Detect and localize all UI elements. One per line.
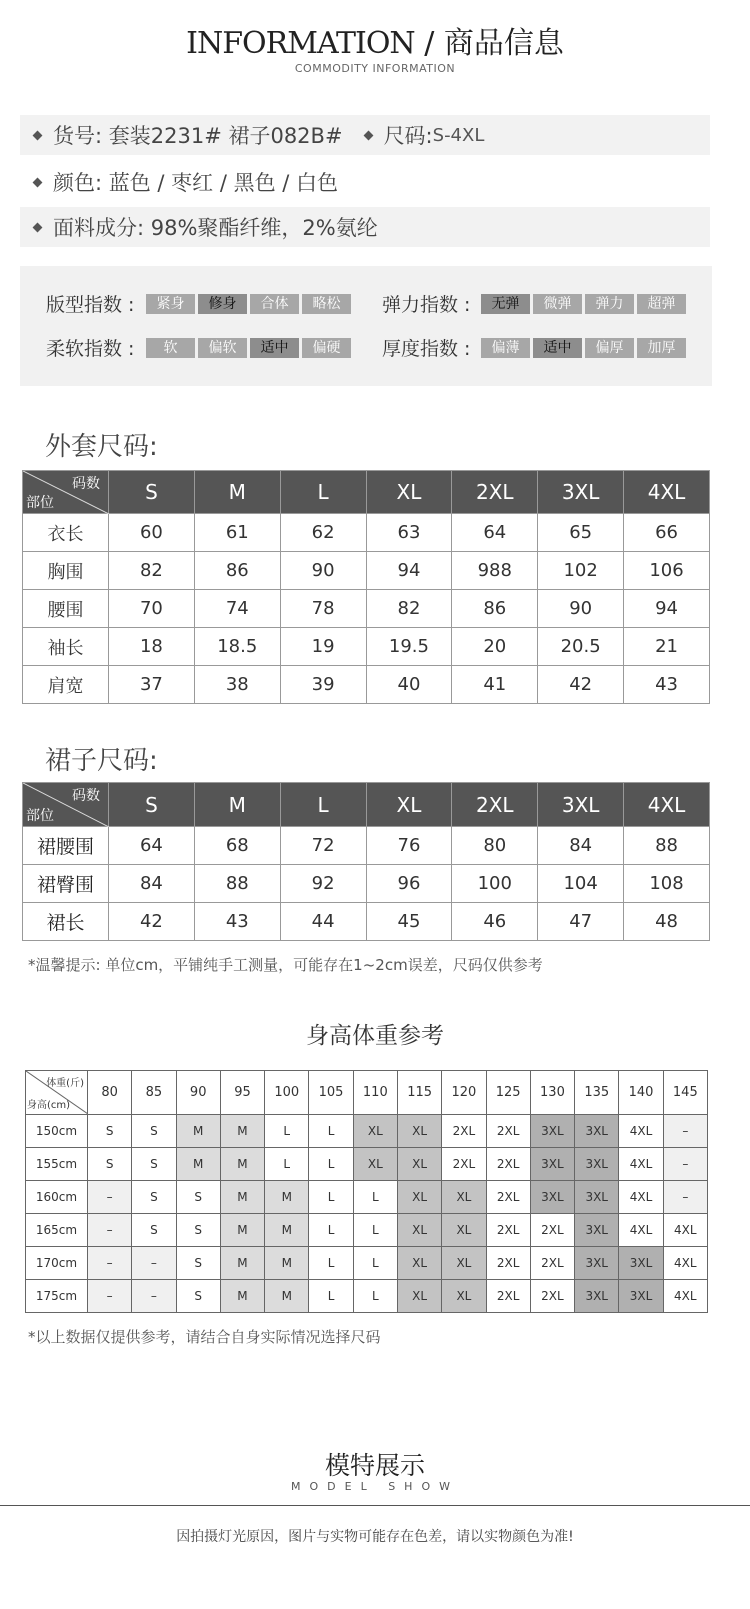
recommended-size-cell: 2XL bbox=[486, 1280, 530, 1313]
size-value-cell: 84 bbox=[538, 827, 624, 865]
color-options: 颜色: 蓝色 / 枣红 / 黑色 / 白色 bbox=[53, 171, 339, 195]
height-label: 170cm bbox=[26, 1247, 88, 1280]
chip-elastic-1: 微弹 bbox=[533, 294, 582, 314]
size-value-cell: 84 bbox=[109, 865, 195, 903]
recommended-size-cell: L bbox=[353, 1280, 397, 1313]
size-header: 3XL bbox=[538, 783, 624, 827]
recommended-size-cell: 4XL bbox=[663, 1247, 707, 1280]
chip-thickness-1: 适中 bbox=[533, 338, 582, 358]
recommended-size-cell: M bbox=[220, 1115, 264, 1148]
corner-part-label: 部位 bbox=[26, 495, 54, 511]
reference-corner-cell bbox=[26, 1071, 88, 1115]
recommended-size-cell: XL bbox=[397, 1181, 441, 1214]
weight-header: 110 bbox=[353, 1071, 397, 1115]
size-value-cell: 94 bbox=[366, 552, 452, 590]
part-label: 腰围 bbox=[23, 590, 109, 628]
size-value-cell: 76 bbox=[366, 827, 452, 865]
chip-soft-2: 适中 bbox=[250, 338, 299, 358]
size-value-cell: 60 bbox=[109, 514, 195, 552]
recommended-size-cell: S bbox=[176, 1247, 220, 1280]
recommended-size-cell: 3XL bbox=[619, 1247, 663, 1280]
height-label: 160cm bbox=[26, 1181, 88, 1214]
reference-note: *以上数据仅提供参考，请结合自身实际情况选择尺码 bbox=[28, 1328, 381, 1346]
recommended-size-cell: 3XL bbox=[619, 1280, 663, 1313]
chip-elastic-3: 超弹 bbox=[637, 294, 686, 314]
recommended-size-cell: M bbox=[265, 1247, 309, 1280]
table-row bbox=[23, 666, 710, 704]
recommended-size-cell: XL bbox=[397, 1148, 441, 1181]
corner-part-label: 部位 bbox=[26, 808, 54, 824]
recommended-size-cell: XL bbox=[442, 1280, 486, 1313]
recommended-size-cell: – bbox=[88, 1214, 132, 1247]
size-header: XL bbox=[366, 783, 452, 827]
recommended-size-cell: 3XL bbox=[575, 1181, 619, 1214]
recommended-size-cell: 3XL bbox=[575, 1148, 619, 1181]
size-value-cell: 90 bbox=[538, 590, 624, 628]
size-value-cell: 82 bbox=[366, 590, 452, 628]
size-value-cell: 94 bbox=[624, 590, 710, 628]
size-value-cell: 42 bbox=[538, 666, 624, 704]
size-value-cell: 43 bbox=[194, 903, 280, 941]
table-row bbox=[23, 903, 710, 941]
recommended-size-cell: 3XL bbox=[530, 1181, 574, 1214]
size-value-cell: 48 bbox=[624, 903, 710, 941]
size-value-cell: 47 bbox=[538, 903, 624, 941]
recommended-size-cell: 3XL bbox=[575, 1247, 619, 1280]
recommended-size-cell: 2XL bbox=[486, 1214, 530, 1247]
table-row bbox=[26, 1214, 708, 1247]
chip-fit-0: 紧身 bbox=[146, 294, 195, 314]
size-value-cell: 64 bbox=[452, 514, 538, 552]
size-value-cell: 19.5 bbox=[366, 628, 452, 666]
coat-size-heading: 外套尺码: bbox=[45, 432, 158, 462]
recommended-size-cell: XL bbox=[397, 1280, 441, 1313]
recommended-size-cell: 2XL bbox=[530, 1280, 574, 1313]
size-range: S-4XL bbox=[432, 124, 485, 146]
size-value-cell: 63 bbox=[366, 514, 452, 552]
size-value-cell: 88 bbox=[194, 865, 280, 903]
item-number-row bbox=[20, 115, 710, 155]
weight-axis-label: 体重(斤) bbox=[46, 1078, 84, 1089]
recommended-size-cell: XL bbox=[442, 1214, 486, 1247]
recommended-size-cell: 4XL bbox=[619, 1181, 663, 1214]
recommended-size-cell: – bbox=[132, 1280, 176, 1313]
size-value-cell: 100 bbox=[452, 865, 538, 903]
recommended-size-cell: L bbox=[353, 1214, 397, 1247]
recommended-size-cell: XL bbox=[397, 1214, 441, 1247]
recommended-size-cell: S bbox=[88, 1148, 132, 1181]
size-value-cell: 62 bbox=[280, 514, 366, 552]
size-value-cell: 108 bbox=[624, 865, 710, 903]
recommended-size-cell: – bbox=[663, 1115, 707, 1148]
chip-elastic-0: 无弹 bbox=[481, 294, 530, 314]
size-header: S bbox=[109, 471, 195, 514]
size-value-cell: 38 bbox=[194, 666, 280, 704]
chip-elastic-2: 弹力 bbox=[585, 294, 634, 314]
size-value-cell: 21 bbox=[624, 628, 710, 666]
fit-index-chips bbox=[146, 294, 351, 314]
table-row bbox=[26, 1280, 708, 1313]
weight-header: 140 bbox=[619, 1071, 663, 1115]
size-header: L bbox=[280, 471, 366, 514]
recommended-size-cell: 3XL bbox=[530, 1148, 574, 1181]
size-value-cell: 72 bbox=[280, 827, 366, 865]
soft-index-chips bbox=[146, 338, 351, 358]
part-label: 裙长 bbox=[23, 903, 109, 941]
recommended-size-cell: L bbox=[309, 1115, 353, 1148]
part-label: 衣长 bbox=[23, 514, 109, 552]
size-value-cell: 64 bbox=[109, 827, 195, 865]
recommended-size-cell: M bbox=[265, 1181, 309, 1214]
page-subtitle: COMMODITY INFORMATION bbox=[294, 62, 456, 75]
coat-header-row bbox=[23, 471, 710, 514]
recommended-size-cell: S bbox=[88, 1115, 132, 1148]
recommended-size-cell: – bbox=[663, 1148, 707, 1181]
size-value-cell: 70 bbox=[109, 590, 195, 628]
size-value-cell: 86 bbox=[452, 590, 538, 628]
diamond-bullet-icon bbox=[33, 222, 43, 232]
recommended-size-cell: L bbox=[265, 1115, 309, 1148]
size-value-cell: 61 bbox=[194, 514, 280, 552]
size-value-cell: 20.5 bbox=[538, 628, 624, 666]
table-row bbox=[26, 1247, 708, 1280]
recommended-size-cell: M bbox=[220, 1280, 264, 1313]
skirt-size-table bbox=[22, 782, 710, 941]
height-label: 165cm bbox=[26, 1214, 88, 1247]
table-row bbox=[23, 514, 710, 552]
chip-soft-3: 偏硬 bbox=[302, 338, 351, 358]
height-weight-table bbox=[25, 1070, 708, 1313]
size-value-cell: 19 bbox=[280, 628, 366, 666]
size-value-cell: 66 bbox=[624, 514, 710, 552]
size-header: XL bbox=[366, 471, 452, 514]
recommended-size-cell: S bbox=[132, 1115, 176, 1148]
recommended-size-cell: 4XL bbox=[619, 1214, 663, 1247]
size-value-cell: 90 bbox=[280, 552, 366, 590]
weight-header: 125 bbox=[486, 1071, 530, 1115]
title-chinese: / 商品信息 bbox=[414, 26, 564, 61]
skirt-corner-cell bbox=[23, 783, 109, 827]
page-title bbox=[0, 18, 750, 62]
recommended-size-cell: S bbox=[132, 1181, 176, 1214]
recommended-size-cell: M bbox=[265, 1280, 309, 1313]
weight-header-row bbox=[26, 1071, 708, 1115]
size-value-cell: 65 bbox=[538, 514, 624, 552]
size-value-cell: 102 bbox=[538, 552, 624, 590]
size-header: M bbox=[194, 783, 280, 827]
recommended-size-cell: 2XL bbox=[442, 1148, 486, 1181]
recommended-size-cell: XL bbox=[397, 1115, 441, 1148]
recommended-size-cell: S bbox=[176, 1181, 220, 1214]
recommended-size-cell: – bbox=[88, 1247, 132, 1280]
size-header: 2XL bbox=[452, 783, 538, 827]
recommended-size-cell: 4XL bbox=[663, 1280, 707, 1313]
size-value-cell: 44 bbox=[280, 903, 366, 941]
recommended-size-cell: L bbox=[353, 1247, 397, 1280]
fabric-composition: 面料成分: 98%聚酯纤维，2%氨纶 bbox=[53, 216, 378, 240]
coat-corner-cell bbox=[23, 471, 109, 514]
chip-thickness-0: 偏薄 bbox=[481, 338, 530, 358]
model-show-title: 模特展示 bbox=[324, 1451, 425, 1480]
weight-header: 95 bbox=[220, 1071, 264, 1115]
size-value-cell: 18 bbox=[109, 628, 195, 666]
diamond-bullet-icon bbox=[33, 177, 43, 187]
chip-thickness-3: 加厚 bbox=[637, 338, 686, 358]
recommended-size-cell: M bbox=[220, 1247, 264, 1280]
skirt-size-heading: 裙子尺码: bbox=[45, 746, 158, 776]
size-value-cell: 42 bbox=[109, 903, 195, 941]
part-label: 裙臀围 bbox=[23, 865, 109, 903]
elastic-index-chips bbox=[481, 294, 686, 314]
table-row bbox=[26, 1181, 708, 1214]
recommended-size-cell: 3XL bbox=[575, 1214, 619, 1247]
height-label: 155cm bbox=[26, 1148, 88, 1181]
height-label: 175cm bbox=[26, 1280, 88, 1313]
weight-header: 130 bbox=[530, 1071, 574, 1115]
table-row bbox=[23, 628, 710, 666]
recommended-size-cell: 2XL bbox=[442, 1115, 486, 1148]
recommended-size-cell: 3XL bbox=[575, 1280, 619, 1313]
table-row bbox=[23, 552, 710, 590]
recommended-size-cell: S bbox=[132, 1148, 176, 1181]
size-value-cell: 39 bbox=[280, 666, 366, 704]
soft-index-label: 柔软指数 : bbox=[46, 338, 135, 360]
size-value-cell: 68 bbox=[194, 827, 280, 865]
size-header: 2XL bbox=[452, 471, 538, 514]
recommended-size-cell: S bbox=[176, 1214, 220, 1247]
model-show-subtitle: MODEL SHOW bbox=[291, 1480, 459, 1493]
size-value-cell: 96 bbox=[366, 865, 452, 903]
height-axis-label: 身高(cm) bbox=[27, 1100, 71, 1111]
size-value-cell: 78 bbox=[280, 590, 366, 628]
size-header: M bbox=[194, 471, 280, 514]
color-row bbox=[20, 162, 710, 202]
recommended-size-cell: 2XL bbox=[530, 1214, 574, 1247]
size-value-cell: 20 bbox=[452, 628, 538, 666]
size-value-cell: 988 bbox=[452, 552, 538, 590]
recommended-size-cell: – bbox=[88, 1280, 132, 1313]
weight-header: 145 bbox=[663, 1071, 707, 1115]
color-disclaimer: 因拍摄灯光原因，图片与实物可能存在色差，请以实物颜色为准! bbox=[176, 1529, 574, 1545]
fabric-row bbox=[20, 207, 710, 247]
recommended-size-cell: XL bbox=[353, 1115, 397, 1148]
recommended-size-cell: L bbox=[309, 1247, 353, 1280]
weight-header: 105 bbox=[309, 1071, 353, 1115]
diamond-bullet-icon bbox=[363, 130, 373, 140]
recommended-size-cell: M bbox=[220, 1148, 264, 1181]
size-value-cell: 74 bbox=[194, 590, 280, 628]
recommended-size-cell: 2XL bbox=[486, 1181, 530, 1214]
reference-title: 身高体重参考 bbox=[306, 1023, 444, 1049]
recommended-size-cell: 2XL bbox=[486, 1247, 530, 1280]
size-value-cell: 41 bbox=[452, 666, 538, 704]
recommended-size-cell: M bbox=[220, 1214, 264, 1247]
recommended-size-cell: L bbox=[309, 1148, 353, 1181]
table-row bbox=[23, 865, 710, 903]
recommended-size-cell: L bbox=[353, 1181, 397, 1214]
elastic-index-label: 弹力指数 : bbox=[382, 294, 471, 316]
recommended-size-cell: 2XL bbox=[486, 1115, 530, 1148]
thickness-index-chips bbox=[481, 338, 686, 358]
recommended-size-cell: – bbox=[88, 1181, 132, 1214]
size-value-cell: 86 bbox=[194, 552, 280, 590]
recommended-size-cell: L bbox=[265, 1148, 309, 1181]
divider bbox=[0, 1505, 750, 1506]
thickness-index-label: 厚度指数 : bbox=[382, 338, 471, 360]
chip-fit-1: 修身 bbox=[198, 294, 247, 314]
recommended-size-cell: 2XL bbox=[486, 1148, 530, 1181]
recommended-size-cell: M bbox=[176, 1148, 220, 1181]
item-number: 货号: 套装2231# 裙子082B# bbox=[53, 124, 343, 148]
weight-header: 135 bbox=[575, 1071, 619, 1115]
weight-header: 80 bbox=[88, 1071, 132, 1115]
chip-fit-2: 合体 bbox=[250, 294, 299, 314]
size-header: 4XL bbox=[624, 783, 710, 827]
size-header: L bbox=[280, 783, 366, 827]
weight-header: 120 bbox=[442, 1071, 486, 1115]
corner-size-label: 码数 bbox=[72, 788, 100, 804]
size-header: S bbox=[109, 783, 195, 827]
size-value-cell: 40 bbox=[366, 666, 452, 704]
recommended-size-cell: 3XL bbox=[530, 1115, 574, 1148]
size-value-cell: 92 bbox=[280, 865, 366, 903]
size-value-cell: 46 bbox=[452, 903, 538, 941]
fabric-index-panel bbox=[20, 266, 712, 386]
recommended-size-cell: 3XL bbox=[575, 1115, 619, 1148]
chip-fit-3: 略松 bbox=[302, 294, 351, 314]
part-label: 裙腰围 bbox=[23, 827, 109, 865]
size-value-cell: 18.5 bbox=[194, 628, 280, 666]
recommended-size-cell: M bbox=[265, 1214, 309, 1247]
size-value-cell: 88 bbox=[624, 827, 710, 865]
recommended-size-cell: 2XL bbox=[530, 1247, 574, 1280]
size-header: 3XL bbox=[538, 471, 624, 514]
height-label: 150cm bbox=[26, 1115, 88, 1148]
recommended-size-cell: – bbox=[663, 1181, 707, 1214]
recommended-size-cell: 4XL bbox=[619, 1115, 663, 1148]
table-row bbox=[23, 827, 710, 865]
size-value-cell: 37 bbox=[109, 666, 195, 704]
recommended-size-cell: L bbox=[309, 1214, 353, 1247]
size-value-cell: 82 bbox=[109, 552, 195, 590]
corner-size-label: 码数 bbox=[72, 476, 100, 492]
size-value-cell: 104 bbox=[538, 865, 624, 903]
fit-index-label: 版型指数 : bbox=[46, 294, 135, 316]
recommended-size-cell: S bbox=[176, 1280, 220, 1313]
weight-header: 85 bbox=[132, 1071, 176, 1115]
size-label: 尺码: bbox=[383, 124, 433, 148]
recommended-size-cell: L bbox=[309, 1181, 353, 1214]
recommended-size-cell: M bbox=[176, 1115, 220, 1148]
recommended-size-cell: 4XL bbox=[663, 1214, 707, 1247]
chip-soft-0: 软 bbox=[146, 338, 195, 358]
chip-soft-1: 偏软 bbox=[198, 338, 247, 358]
part-label: 袖长 bbox=[23, 628, 109, 666]
size-value-cell: 106 bbox=[624, 552, 710, 590]
size-header: 4XL bbox=[624, 471, 710, 514]
weight-header: 90 bbox=[176, 1071, 220, 1115]
recommended-size-cell: XL bbox=[397, 1247, 441, 1280]
part-label: 胸围 bbox=[23, 552, 109, 590]
title-english: INFORMATION bbox=[186, 26, 415, 61]
recommended-size-cell: XL bbox=[442, 1247, 486, 1280]
diamond-bullet-icon bbox=[33, 130, 43, 140]
recommended-size-cell: L bbox=[309, 1280, 353, 1313]
weight-header: 115 bbox=[397, 1071, 441, 1115]
recommended-size-cell: XL bbox=[353, 1148, 397, 1181]
chip-thickness-2: 偏厚 bbox=[585, 338, 634, 358]
part-label: 肩宽 bbox=[23, 666, 109, 704]
table-row bbox=[23, 590, 710, 628]
table-row bbox=[26, 1148, 708, 1181]
size-value-cell: 43 bbox=[624, 666, 710, 704]
table-row bbox=[26, 1115, 708, 1148]
weight-header: 100 bbox=[265, 1071, 309, 1115]
recommended-size-cell: 4XL bbox=[619, 1148, 663, 1181]
size-value-cell: 80 bbox=[452, 827, 538, 865]
recommended-size-cell: S bbox=[132, 1214, 176, 1247]
recommended-size-cell: XL bbox=[442, 1181, 486, 1214]
recommended-size-cell: – bbox=[132, 1247, 176, 1280]
coat-size-table bbox=[22, 470, 710, 704]
size-value-cell: 45 bbox=[366, 903, 452, 941]
skirt-header-row bbox=[23, 783, 710, 827]
recommended-size-cell: M bbox=[220, 1181, 264, 1214]
measurement-note: *温馨提示: 单位cm，平铺纯手工测量，可能存在1~2cm误差，尺码仅供参考 bbox=[28, 956, 543, 974]
